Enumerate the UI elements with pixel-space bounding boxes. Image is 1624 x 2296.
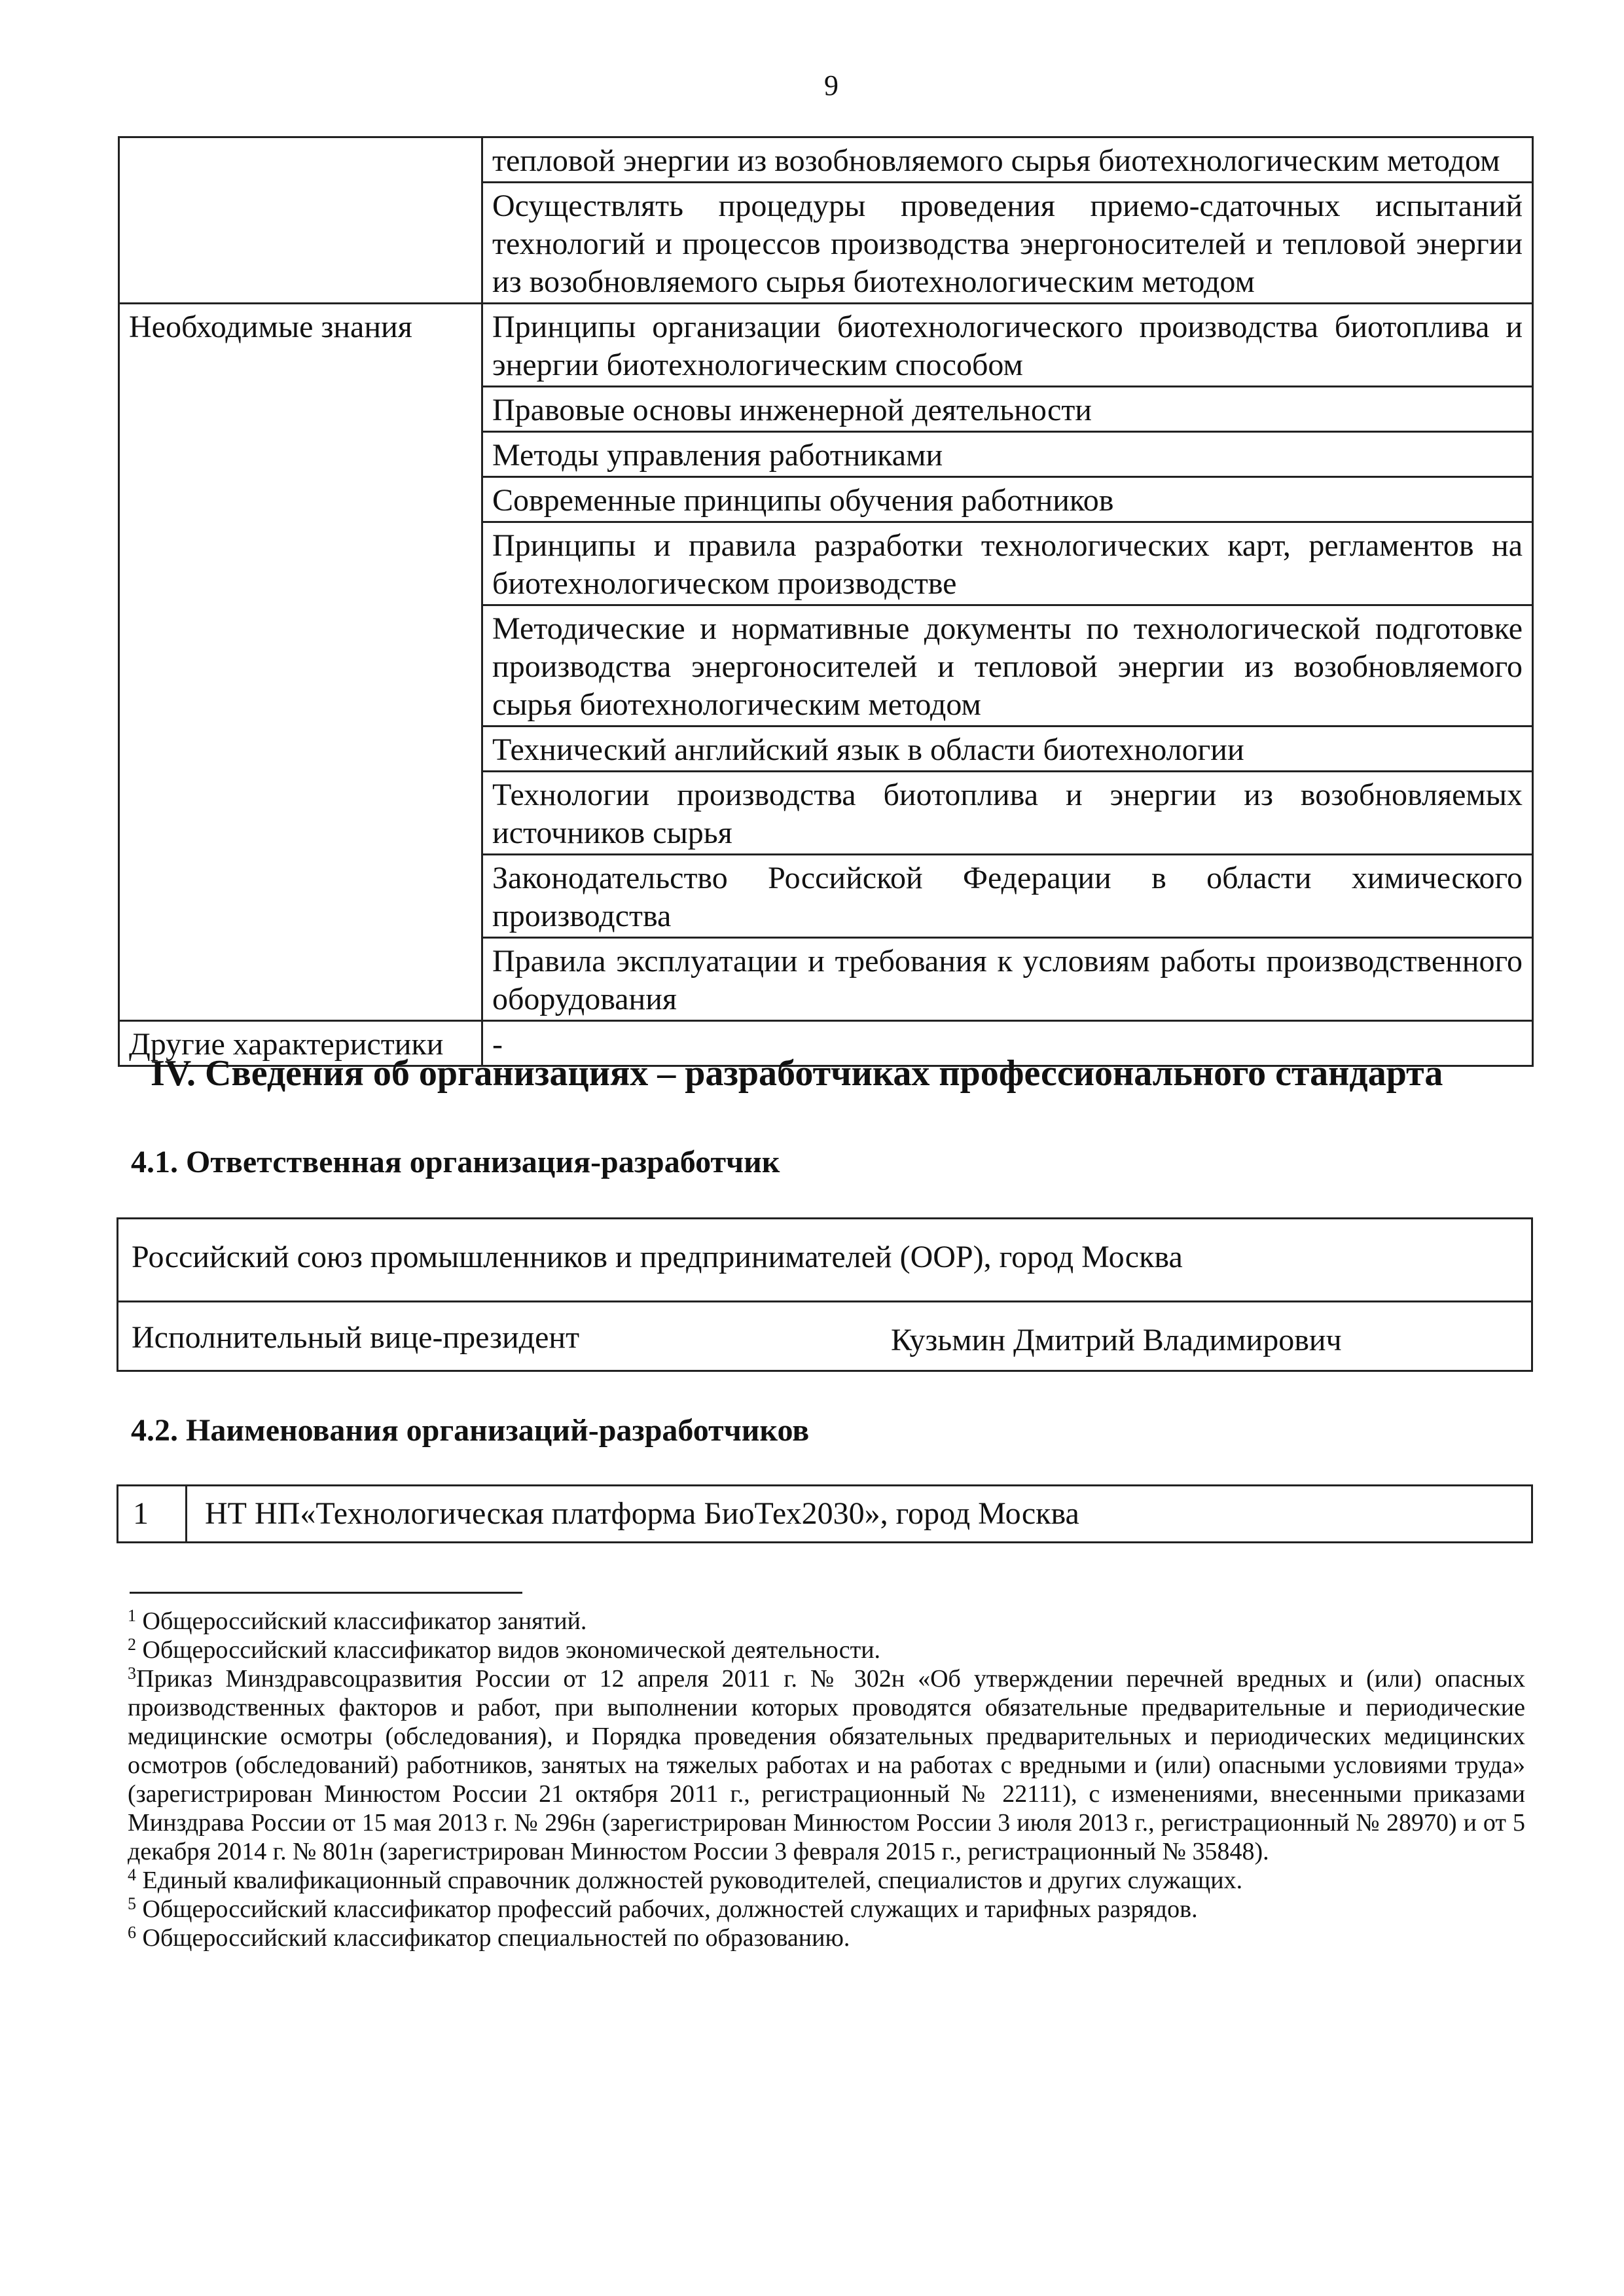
footnote (128, 1607, 1525, 1636)
table-cell: Методы управления работниками (482, 432, 1533, 477)
footnote (128, 1866, 1525, 1895)
row-label-required-knowledge: Необходимые знания (119, 304, 482, 1021)
knowledge-table (118, 136, 1534, 1067)
position-title: Исполнительный вице-президент (132, 1320, 580, 1355)
footnote (128, 1895, 1525, 1924)
footnote (128, 1636, 1525, 1664)
table-cell: Законодательство Российской Федерации в области химического производства (482, 855, 1533, 938)
subsection-title-developers: 4.2. Наименования организаций-разработчиков (131, 1413, 810, 1448)
subsection-title-responsible: 4.1. Ответственная организация-разработчик (131, 1145, 780, 1179)
table-row (119, 304, 1533, 387)
footnote-text: Общероссийский классификатор видов экономической деятельности. (136, 1636, 881, 1664)
divider (118, 1300, 1531, 1302)
developer-organization-name: НТ НП«Технологическая платформа БиоТех2030», город Москва (205, 1496, 1079, 1531)
footnote-mark: 6 (128, 1923, 136, 1942)
table-cell: Осуществлять процедуры проведения приемо-сдаточных испытаний технологий и процессов производства энергоносителей и тепловой энергии из возобновляемого сырья биотехнологическим методом (482, 183, 1533, 304)
row-label-other-characteristics: Другие характеристики (119, 1021, 482, 1066)
table-cell: Принципы организации биотехнологического производства биотоплива и энергии биотехнологическим способом (482, 304, 1533, 387)
footnote-text: Приказ Минздравсоцразвития России от 12 апреля 2011 г. № 302н «Об утверждении перечней вредных и (или) опасных производственных факторов и работ, при выполнении которых проводятся обязательные предварительные и периодические медицинские осмотры (обследования), и Порядка проведения обязательных предварительных и периодических медицинских осмотров (обследований) работников, занятых на тяжелых работах и на работах с вредными и (или) опасными условиями труда» (зарегистрирован Минюстом России 21 октября 2011 г., регистрационный № 22111), с изменениями, внесенными приказами Минздрава России от 15 мая 2013 г. № 296н (зарегистрирован Минюстом России 3 июля 2013 г., регистрационный № 28970) и от 5 декабря 2014 г. № 801н (зарегистрирован Минюстом России 3 февраля 2015 г., регистрационный № 35848). (128, 1665, 1525, 1865)
footnote-text: Общероссийский классификатор занятий. (136, 1607, 587, 1635)
table-cell: Современные принципы обучения работников (482, 477, 1533, 522)
footnote-text: Общероссийский классификатор специальностей по образованию. (136, 1924, 850, 1952)
footnote-mark: 3 (128, 1664, 136, 1683)
footnote-separator (130, 1592, 522, 1594)
row-label (119, 137, 482, 304)
table-cell: Технологии производства биотоплива и энергии из возобновляемых источников сырья (482, 772, 1533, 855)
table-cell: Правила эксплуатации и требования к условиям работы производственного оборудования (482, 938, 1533, 1021)
section-title: IV. Сведения об организациях – разработчиках профессионального стандарта (151, 1053, 1443, 1094)
table-cell: Методические и нормативные документы по технологической подготовке производства энергоносителей и тепловой энергии из возобновляемого сырья биотехнологическим методом (482, 605, 1533, 726)
page-number: 9 (824, 69, 839, 101)
footnote-mark: 1 (128, 1606, 136, 1625)
footnote (128, 1664, 1525, 1866)
footnotes (128, 1607, 1525, 1952)
table-cell: Технический английский язык в области биотехнологии (482, 726, 1533, 772)
developers-table (117, 1484, 1533, 1543)
organization-name: Российский союз промышленников и предпринимателей (ООР), город Москва (132, 1240, 1183, 1274)
footnote-text: Общероссийский классификатор профессий рабочих, должностей служащих и тарифных разрядов. (136, 1895, 1198, 1923)
responsible-organization-box (117, 1217, 1533, 1372)
footnote-mark: 5 (128, 1894, 136, 1913)
table-row (119, 137, 1533, 183)
footnote-mark: 4 (128, 1865, 136, 1884)
row-number: 1 (118, 1486, 187, 1541)
footnote-text: Единый квалификационный справочник должностей руководителей, специалистов и других служащих. (136, 1867, 1243, 1894)
table-cell: Правовые основы инженерной деятельности (482, 387, 1533, 432)
person-name: Кузьмин Дмитрий Владимирович (891, 1323, 1342, 1357)
table-cell: тепловой энергии из возобновляемого сырья биотехнологическим методом (482, 137, 1533, 183)
footnote-mark: 2 (128, 1635, 136, 1654)
table-cell: Принципы и правила разработки технологических карт, регламентов на биотехнологическом производстве (482, 522, 1533, 605)
table-cell: - (482, 1021, 1533, 1066)
footnote (128, 1924, 1525, 1952)
